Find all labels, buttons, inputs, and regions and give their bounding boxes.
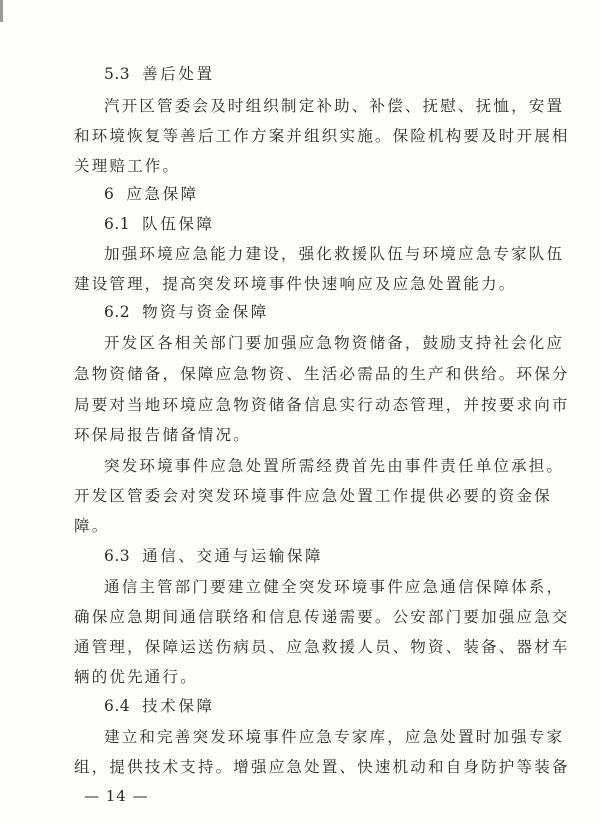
section-number: 6.1 — [104, 215, 131, 233]
paragraph-line: 汽开区管委会及时组织制定补助、补偿、抚慰、抚恤，安置 — [104, 97, 565, 115]
paragraph-line: 开发区管委会对突发环境事件应急处置工作提供必要的资金保 — [74, 487, 552, 505]
section-title: 物资与资金保障 — [142, 303, 269, 321]
paragraph-line: 局要对当地环境应急物资储备信息实行动态管理，并按要求向市 — [74, 396, 570, 414]
section-title: 队伍保障 — [142, 215, 215, 233]
section-heading-6 — [104, 184, 199, 204]
section-number: 6.3 — [104, 547, 131, 565]
section-title: 善后处置 — [142, 65, 215, 83]
paragraph-line: 环保局报告储备情况。 — [74, 426, 252, 444]
section-number: 5.3 — [104, 65, 131, 83]
paragraph-line: 通管理，保障运送伤病员、应急救援人员、物资、装备、器材车 — [74, 638, 570, 656]
section-heading-5-3 — [104, 64, 215, 84]
paragraph-line: 辆的优先通行。 — [74, 668, 198, 686]
section-number: 6.2 — [104, 303, 131, 321]
scan-edge-mark — [0, 0, 3, 22]
section-title: 通信、交通与运输保障 — [142, 547, 324, 565]
paragraph-line: 突发环境事件应急处置所需经费首先由事件责任单位承担。 — [104, 457, 565, 475]
paragraph-line: 关理赔工作。 — [74, 157, 181, 175]
paragraph-line: 通信主管部门要建立健全突发环境事件应急通信保障体系， — [104, 578, 565, 596]
paragraph-line: 急物资储备，保障应急物资、生活必需品的生产和供给。环保分 — [74, 365, 570, 383]
paragraph-line: 开发区各相关部门要加强应急物资储备，鼓励支持社会化应 — [104, 334, 565, 352]
section-heading-6-3 — [104, 546, 323, 566]
section-heading-6-4 — [104, 696, 215, 716]
section-heading-6-2 — [104, 302, 269, 322]
section-title: 应急保障 — [126, 185, 199, 203]
paragraph-line: 建设管理，提高突发环境事件快速响应及应急处置能力。 — [74, 275, 517, 293]
paragraph-line: 和环境恢复等善后工作方案并组织实施。保险机构要及时开展相 — [74, 127, 570, 145]
paragraph-line: 确保应急期间通信联络和信息传递需要。公安部门要加强应急交 — [74, 608, 570, 626]
section-heading-6-1 — [104, 214, 215, 234]
paragraph-line: 建立和完善突发环境事件应急专家库，应急处置时加强专家 — [104, 728, 565, 746]
section-title: 技术保障 — [142, 697, 215, 715]
paragraph-line: 加强环境应急能力建设，强化救援队伍与环境应急专家队伍 — [104, 245, 565, 263]
section-number: 6.4 — [104, 697, 131, 715]
paragraph-line: 障。 — [74, 517, 110, 535]
page-number: — 14 — — [84, 787, 149, 805]
paragraph-line: 组，提供技术支持。增强应急处置、快速机动和自身防护等装备 — [74, 758, 570, 776]
section-number: 6 — [104, 185, 115, 203]
